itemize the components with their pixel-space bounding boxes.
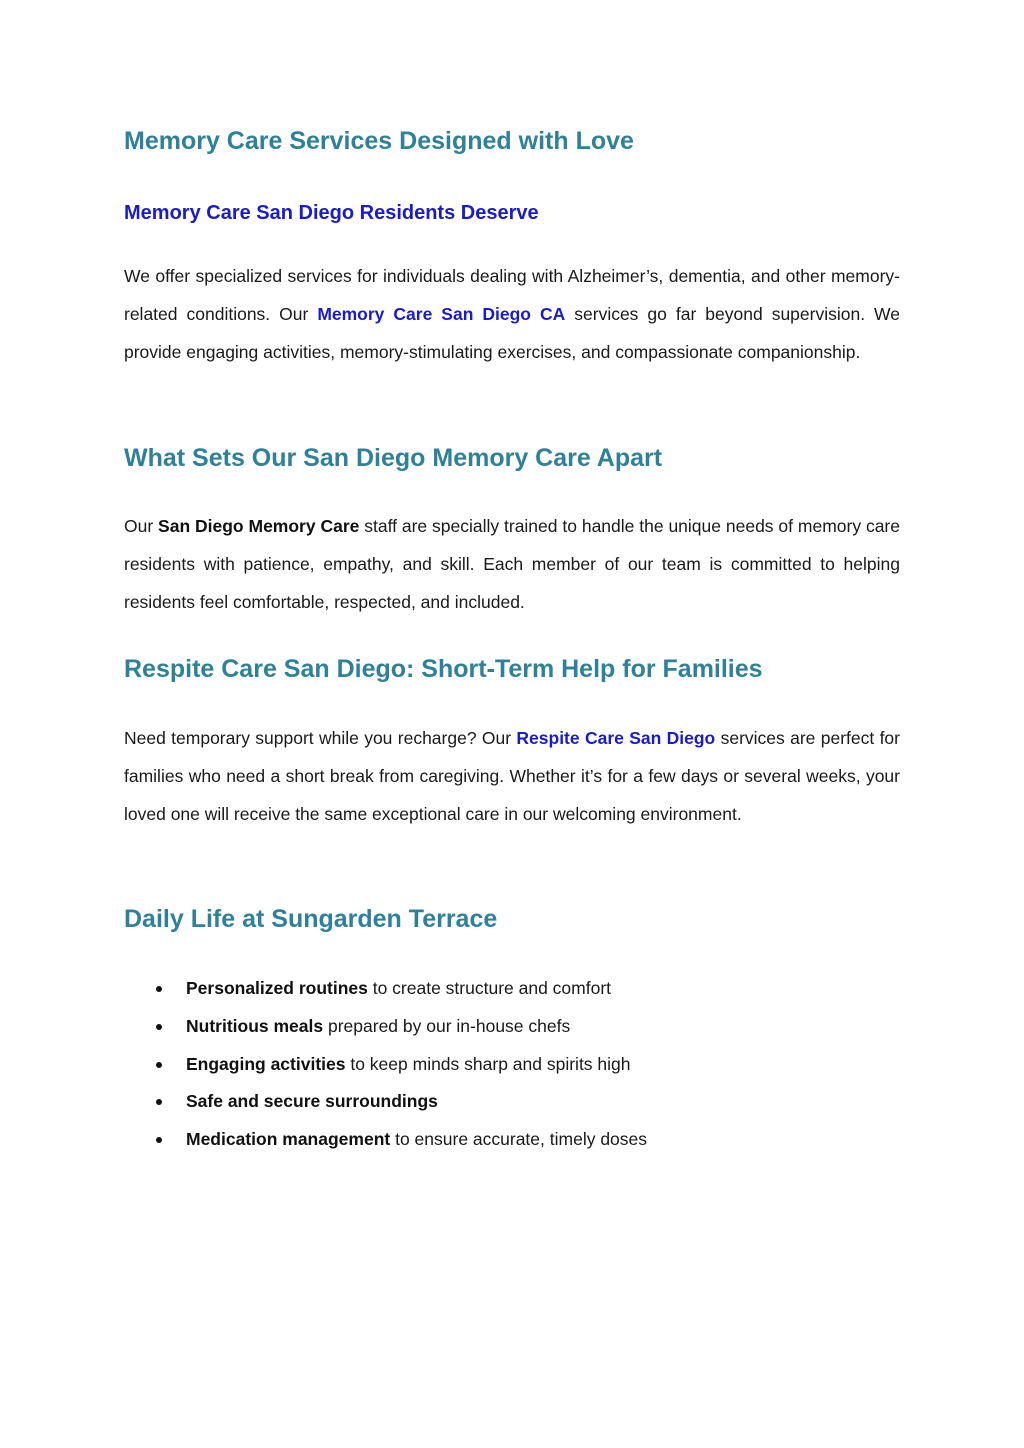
list-item xyxy=(124,1046,900,1084)
list-item-text: to ensure accurate, timely doses xyxy=(390,1129,648,1150)
list-item-bold: Personalized routines xyxy=(186,978,368,998)
paragraph-text: Need temporary support while you recharge? Our xyxy=(124,728,517,748)
list-item-bold: Nutritious meals xyxy=(186,1015,324,1036)
heading-what-sets-apart: What Sets Our San Diego Memory Care Apart xyxy=(124,444,663,472)
list-item xyxy=(124,970,900,1008)
paragraph-staff-trained xyxy=(124,508,900,621)
paragraph-text: Our xyxy=(124,516,159,536)
heading-daily-life: Daily Life at Sungarden Terrace xyxy=(124,905,498,933)
bullet-icon xyxy=(156,986,162,992)
link-respite-care-san-diego[interactable]: Respite Care San Diego xyxy=(516,728,716,748)
list-item xyxy=(124,1008,900,1046)
list-item xyxy=(124,1083,900,1121)
subheading-memory-care-residents: Memory Care San Diego Residents Deserve xyxy=(124,202,539,224)
bullet-icon xyxy=(156,1137,162,1143)
daily-life-list xyxy=(124,970,900,1159)
list-item-text: prepared by our in-house chefs xyxy=(323,1015,571,1036)
list-item-bold: Medication management xyxy=(186,1129,391,1150)
paragraph-respite-care xyxy=(124,720,900,833)
paragraph-text: We offer specialized services for individuals dealing with Alzheimer’s, dementia, and other memory-related conditions. Our xyxy=(124,266,900,324)
list-item-text: to create structure and comfort xyxy=(367,978,612,998)
link-memory-care-san-diego-ca[interactable]: Memory Care San Diego CA xyxy=(317,303,566,324)
list-item-bold: Safe and secure surroundings xyxy=(186,1091,438,1112)
list-item-text: to keep minds sharp and spirits high xyxy=(345,1053,631,1074)
list-item xyxy=(124,1121,900,1159)
paragraph-text: staff are specially trained to handle the unique needs of memory care residents with patience, empathy, and skill. Each member of our team is committed to helping residents feel comfortable, respected, and included. xyxy=(124,516,900,612)
bold-san-diego-memory-care: San Diego Memory Care xyxy=(158,516,360,536)
paragraph-text: services go far beyond supervision. We provide engaging activities, memory-stimulating exercises, and compassionate companionship. xyxy=(124,303,900,362)
list-item-bold: Engaging activities xyxy=(186,1053,346,1074)
paragraph-memory-care-intro xyxy=(124,258,900,371)
bullet-icon xyxy=(156,1024,162,1030)
paragraph-text: services are perfect for families who need a short break from caregiving. Whether it’s for a few days or several weeks, your loved one will receive the same exceptional care in our welcoming environment. xyxy=(124,728,900,824)
heading-respite-care: Respite Care San Diego: Short-Term Help for Families xyxy=(124,655,763,683)
bullet-icon xyxy=(156,1062,162,1068)
heading-memory-care-services: Memory Care Services Designed with Love xyxy=(124,127,634,155)
bullet-icon xyxy=(156,1099,162,1105)
